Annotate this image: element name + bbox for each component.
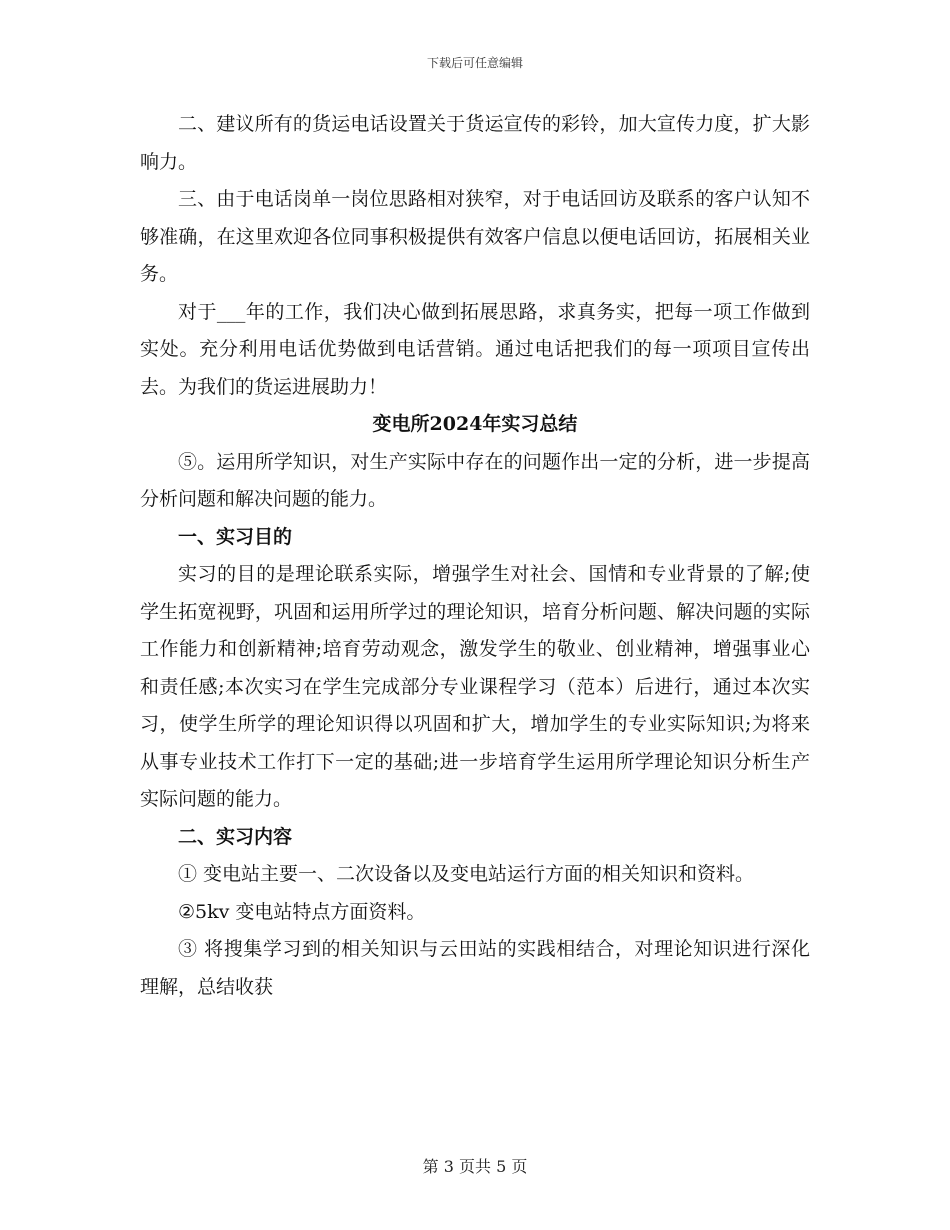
page-header: 下载后可任意编辑 — [426, 56, 523, 70]
paragraph-suggestion-callback: 三、由于电话岗单一岗位思路相对狭窄，对于电话回访及联系的客户认知不够准确，在这里欢迎各位同事积极提供有效客户信息以便电话回访，拓展相关业务。 — [140, 188, 810, 285]
heading-purpose: 一、实习目的 — [178, 525, 293, 548]
paragraph-work-plan: 对于___年的工作，我们决心做到拓展思路，求真务实，把每一项工作做到实处。充分利用电话优势做到电话营销。通过电话把我们的每一项项目宣传出去。为我们的货运进展助力！ — [140, 300, 810, 398]
list-item-substation: ②5kv 变电站特点方面资料。 — [178, 900, 426, 923]
list-item-practice: ③ 将搜集学习到的相关知识与云田站的实践相结合，对理论知识进行深化理解，总结收获 — [140, 938, 810, 998]
document-body — [140, 106, 810, 1006]
paragraph-analysis: ⑤。运用所学知识，对生产实际中存在的问题作出一定的分析，进一步提高分析问题和解决问题的能力。 — [140, 450, 810, 510]
paragraph-suggestion-ringtone: 二、建议所有的货运电话设置关于货运宣传的彩铃，加大宣传力度，扩大影响力。 — [140, 113, 810, 173]
list-item-equipment: ① 变电站主要一、二次设备以及变电站运行方面的相关知识和资料。 — [178, 863, 755, 885]
heading-content: 二、实习内容 — [178, 825, 293, 848]
page-footer: 第 3 页共 5 页 — [422, 1157, 528, 1176]
section-title: 变电所2024年实习总结 — [372, 413, 578, 435]
paragraph-purpose: 实习的目的是理论联系实际，增强学生对社会、国情和专业背景的了解;使学生拓宽视野，巩固和运用所学过的理论知识，培育分析问题、解决问题的实际工作能力和创新精神;培育劳动观念，激发学生的敬业、创业精神，增强事业心和责任感;本次实习在学生完成部分专业课程学习（范本）后进行，通过本次实习，使学生所学的理论知识得以巩固和扩大，增加学生的专业实际知识;为将来从事专业技术工作打下一定的基础;进一步培育学生运用所学理论知识分析生产实际问题的能力。 — [140, 563, 810, 810]
